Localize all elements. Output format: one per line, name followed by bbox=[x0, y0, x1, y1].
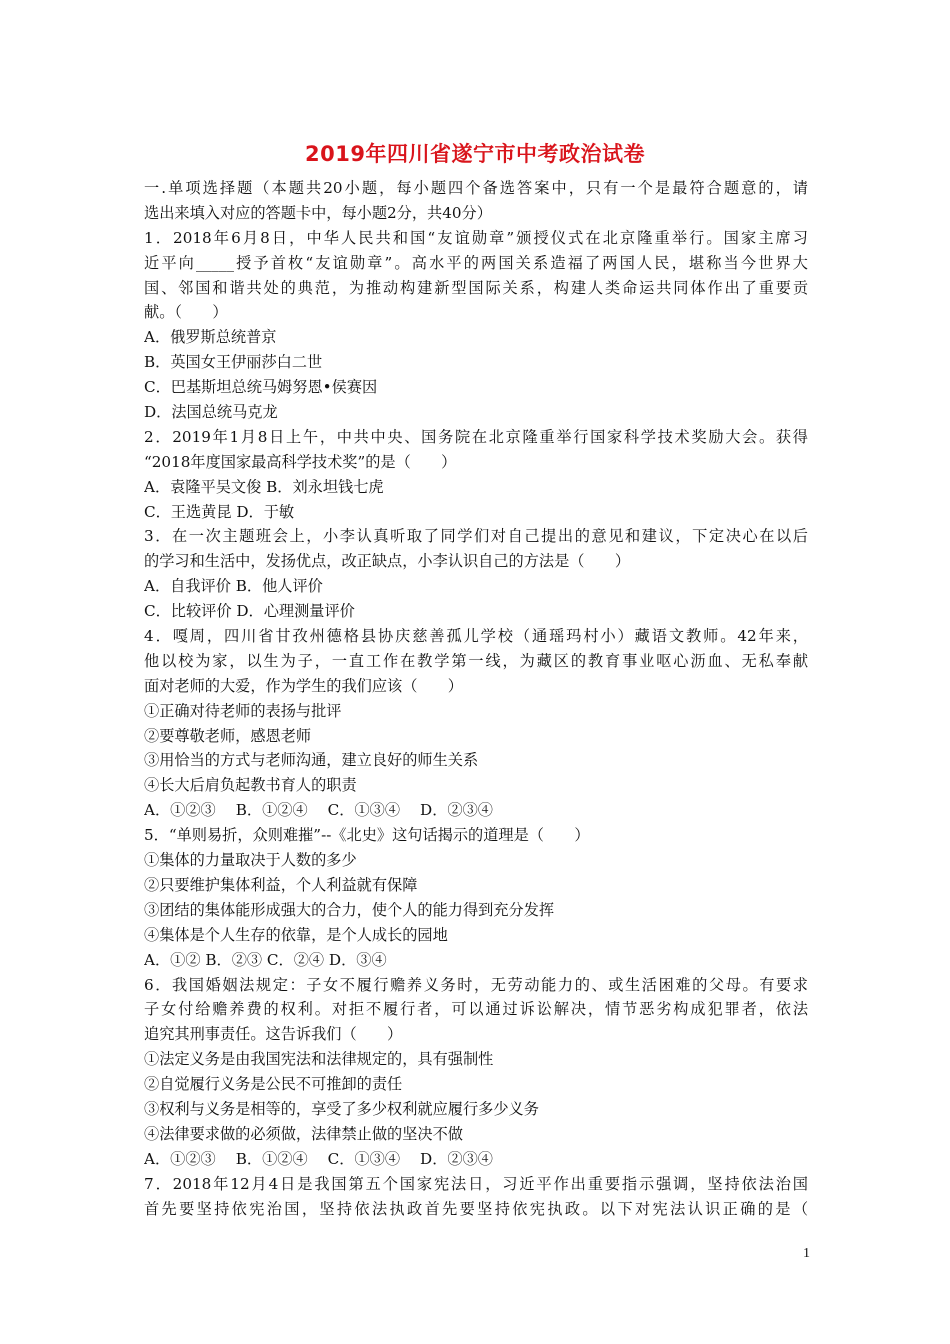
question-5-options: A．①② B．②③ C．②④ D．③④ bbox=[144, 950, 387, 969]
question-1-option: A．俄罗斯总统普京 bbox=[144, 328, 277, 347]
question-5-statement: ④集体是个人生存的依靠，是个人成长的园地 bbox=[144, 925, 448, 944]
exam-content bbox=[144, 176, 808, 1221]
question-6-stem: 追究其刑事责任。这告诉我们（ ） bbox=[144, 1025, 403, 1044]
question-1-stem: 国、邻国和谐共处的典范，为推动构建新型国际关系，构建人类命运共同体作出了重要贡 bbox=[144, 278, 808, 297]
page-number: 1 bbox=[803, 1246, 810, 1261]
section-header-line: 一.单项选择题（本题共20小题，每小题四个备选答案中，只有一个是最符合题意的，请 bbox=[144, 179, 808, 197]
question-7-stem: 7．2018年12月4日是我国第五个国家宪法日，习近平作出重要指示强调，坚持依法治国 bbox=[144, 1174, 808, 1193]
question-6-stem: 6．我国婚姻法规定：子女不履行赡养义务时，无劳动能力的、或生活困难的父母。有要求 bbox=[144, 975, 808, 994]
question-4-options: A．①②③ B．①②④ C．①③④ D．②③④ bbox=[144, 801, 493, 820]
question-5-statement: ③团结的集体能形成强大的合力，使个人的能力得到充分发挥 bbox=[144, 900, 555, 919]
question-4-statement: ④长大后肩负起教书育人的职责 bbox=[144, 776, 357, 795]
section-header-line: 选出来填入对应的答题卡中，每小题2分，共40分） bbox=[144, 203, 492, 222]
question-5-statement: ②只要维护集体利益，个人利益就有保障 bbox=[144, 875, 418, 894]
question-6-stem: 子女付给赡养费的权利。对拒不履行者，可以通过诉讼解决，情节恶劣构成犯罪者，依法 bbox=[144, 1000, 808, 1019]
question-2-stem: 2．2019年1月8日上午，中共中央、国务院在北京隆重举行国家科学技术奖励大会。获得 bbox=[144, 427, 808, 446]
question-4-statement: ①正确对待老师的表扬与批评 bbox=[144, 701, 342, 720]
question-4-stem: 面对老师的大爱，作为学生的我们应该（ ） bbox=[144, 676, 463, 695]
question-6-statement: ②自觉履行义务是公民不可推卸的责任 bbox=[144, 1075, 403, 1094]
page-title: 2019年四川省遂宁市中考政治试卷 bbox=[305, 142, 645, 166]
question-3-stem: 3．在一次主题班会上，小李认真听取了同学们对自己提出的意见和建议，下定决心在以后 bbox=[144, 527, 808, 546]
question-2-option: A．袁隆平吴文俊 B．刘永坦钱七虎 bbox=[144, 477, 384, 496]
question-4-statement: ③用恰当的方式与老师沟通，建立良好的师生关系 bbox=[144, 751, 479, 770]
question-5-stem: 5．“单则易折，众则难摧”--《北史》这句话揭示的道理是（ ） bbox=[144, 826, 590, 845]
question-4-statement: ②要尊敬老师，感恩老师 bbox=[144, 726, 312, 745]
question-1-stem: 献。（ ） bbox=[144, 303, 228, 322]
question-6-statement: ①法定义务是由我国宪法和法律规定的，具有强制性 bbox=[144, 1050, 494, 1069]
question-3-option: C．比较评价 D．心理测量评价 bbox=[144, 602, 355, 621]
question-7-stem: 首先要坚持依宪治国，坚持依法执政首先要坚持依宪执政。以下对宪法认识正确的是（ bbox=[144, 1199, 808, 1218]
question-1-stem: 近平向_____授予首枚“友谊勋章”。高水平的两国关系造福了两国人民，堪称当今世界大 bbox=[144, 253, 808, 272]
question-6-statement: ④法律要求做的必须做，法律禁止做的坚决不做 bbox=[144, 1124, 463, 1143]
question-2-option: C．王选黄昆 D．于敏 bbox=[144, 502, 295, 521]
question-1-option: B．英国女王伊丽莎白二世 bbox=[144, 353, 323, 372]
question-4-stem: 4．嘎周，四川省甘孜州德格县协庆慈善孤儿学校（通瑶玛村小）藏语文教师。42年来， bbox=[144, 627, 808, 646]
question-3-stem: 的学习和生活中，发扬优点，改正缺点，小李认识自己的方法是（ ） bbox=[144, 552, 630, 571]
question-6-options: A．①②③ B．①②④ C．①③④ D．②③④ bbox=[144, 1149, 493, 1168]
question-1-option: D．法国总统马克龙 bbox=[144, 403, 278, 422]
question-2-stem: “2018年度国家最高科学技术奖”的是（ ） bbox=[144, 452, 457, 471]
question-1-stem: 1．2018年6月8日，中华人民共和国“友谊勋章”颁授仪式在北京隆重举行。国家主席习 bbox=[144, 228, 808, 247]
question-4-stem: 他以校为家，以生为子，一直工作在教学第一线，为藏区的教育事业呕心沥血、无私奉献 bbox=[144, 651, 808, 670]
question-5-statement: ①集体的力量取决于人数的多少 bbox=[144, 851, 357, 870]
question-3-option: A．自我评价 B．他人评价 bbox=[144, 577, 323, 596]
question-6-statement: ③权利与义务是相等的，享受了多少权利就应履行多少义务 bbox=[144, 1099, 539, 1118]
question-1-option: C．巴基斯坦总统马姆努恩•侯赛因 bbox=[144, 378, 378, 397]
